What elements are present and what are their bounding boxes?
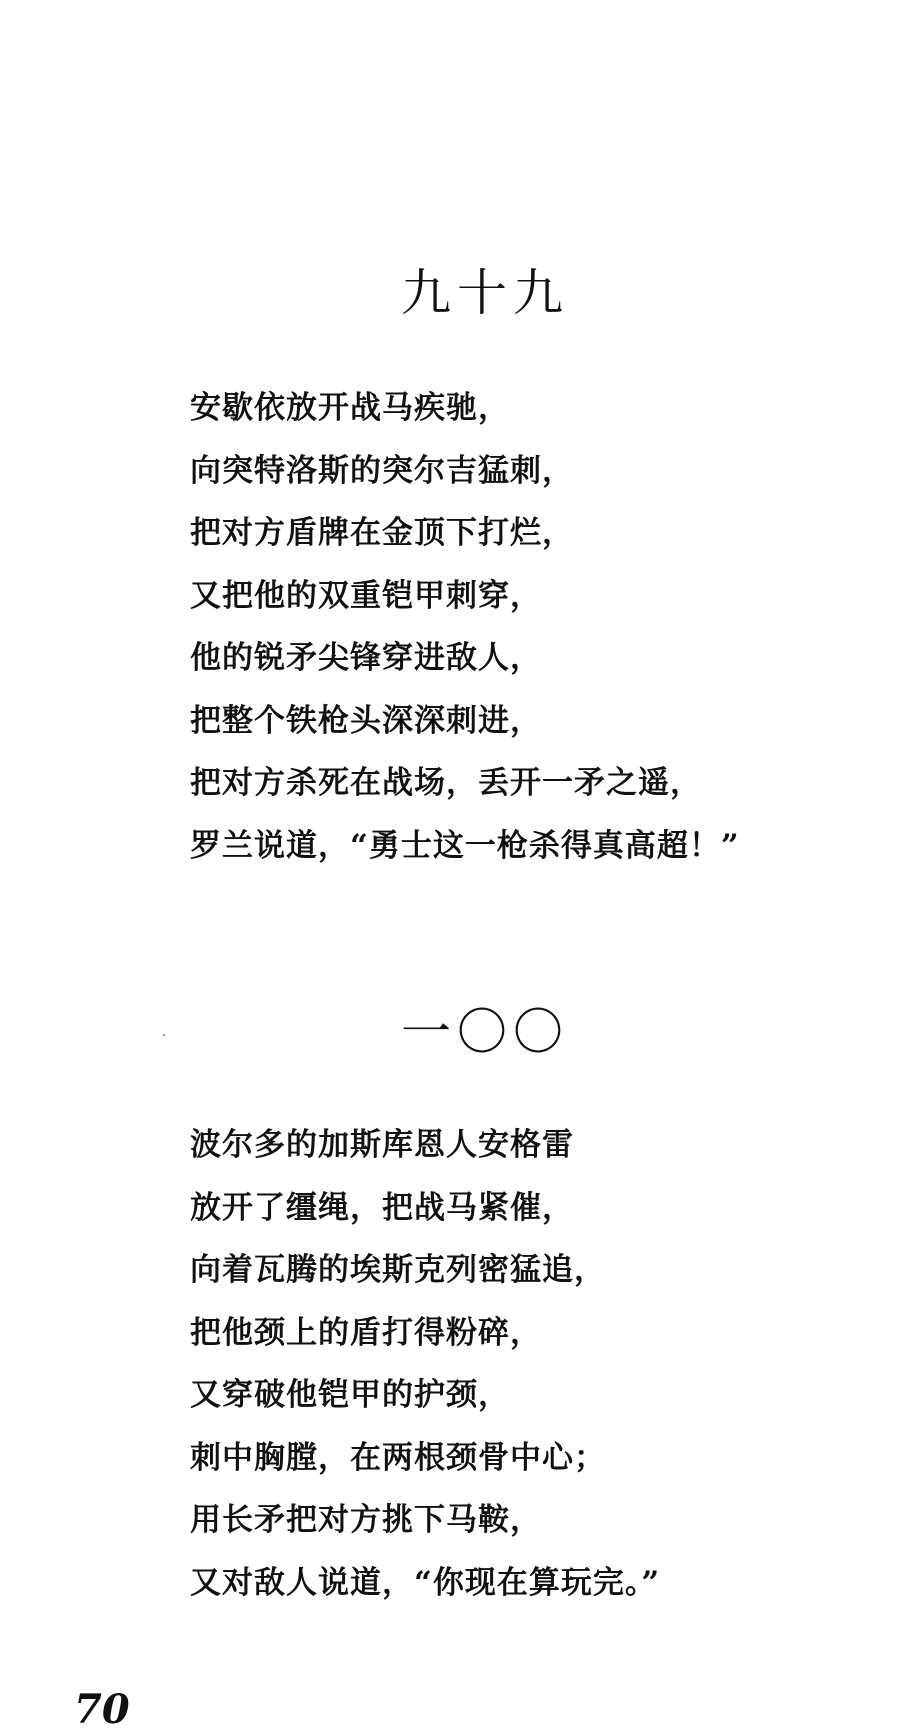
verse-line: 波尔多的加斯库恩人安格雷 [190, 1127, 574, 1163]
verse-line: 把对方盾牌在金顶下打烂， [190, 515, 574, 551]
verse-line: 又把他的双重铠甲刺穿， [190, 577, 542, 614]
verse-line: 把整个铁枪头深深刺进， [190, 702, 542, 739]
verse-line: 又对敌人说道，“你现在算玩完。” [190, 1564, 661, 1601]
verse-line: 把他颈上的盾打得粉碎， [190, 1314, 542, 1351]
verse-line: 用长矛把对方挑下马鞍， [190, 1502, 542, 1538]
stanza-number-99: 九十九 [401, 264, 569, 322]
stanza-number-100: 一〇〇 [401, 1003, 569, 1061]
verse-line: 向突特洛斯的突尔吉猛刺， [190, 452, 574, 489]
verse-line: 向着瓦腾的埃斯克列密猛追， [190, 1252, 606, 1288]
verse-line: 把对方杀死在战场，丢开一矛之遥， [190, 765, 702, 801]
verse-line: 刺中胸膛，在两根颈骨中心； [190, 1439, 606, 1476]
verse-line: 又穿破他铠甲的护颈， [190, 1377, 510, 1413]
verse-line: 放开了缰绳，把战马紧催， [190, 1189, 574, 1226]
verse-line: 罗兰说道，“勇士这一枪杀得真高超！” [190, 827, 740, 864]
verse-line: 他的锐矛尖锋穿进敌人， [190, 640, 542, 676]
stanza-99 [190, 388, 740, 888]
verse-line: 安歇依放开战马疾驰， [190, 390, 510, 426]
page-number: 70 [74, 1686, 130, 1733]
stanza-100 [190, 1125, 660, 1625]
